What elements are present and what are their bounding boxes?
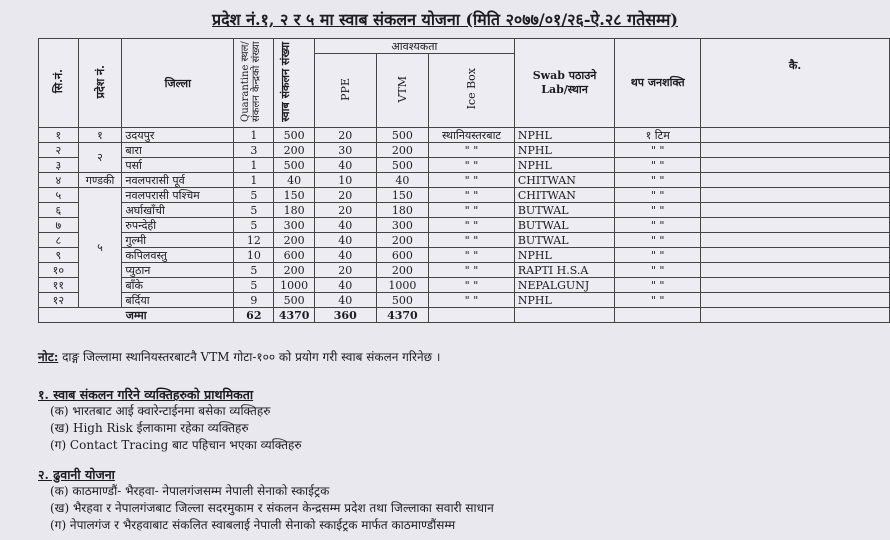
cell-vtm: 200 (376, 233, 429, 248)
cell-sn: २ (39, 143, 79, 158)
cell-sn: १ (39, 128, 79, 143)
cell-ppe: 20 (314, 128, 376, 143)
cell-manpower: १ टिम (615, 128, 701, 143)
cell-swab: 200 (274, 143, 315, 158)
cell-icebox: " " (429, 188, 515, 203)
list-item: (ग) Contact Tracing बाट पहिचान भएका व्यक्तिहरु (50, 438, 302, 452)
cell-icebox: " " (429, 173, 515, 188)
cell-remarks (701, 203, 890, 218)
cell-remarks (701, 263, 890, 278)
cell-manpower: " " (615, 293, 701, 308)
header-swab-count: स्वाब संकलन संख्या (274, 39, 315, 128)
list-item: (ख) High Risk ईलाकामा रहेका व्यक्तिहरु (50, 421, 249, 435)
cell-ppe: 30 (314, 143, 376, 158)
cell-ppe: 40 (314, 218, 376, 233)
cell-ppe: 40 (314, 233, 376, 248)
cell-lab: NPHL (514, 248, 614, 263)
total-quarantine: 62 (234, 308, 274, 323)
cell-district: प्युठान (122, 263, 234, 278)
cell-sn: ७ (39, 218, 79, 233)
cell-remarks (701, 248, 890, 263)
table-row (39, 173, 890, 188)
cell-remarks (701, 278, 890, 293)
table-row (39, 233, 890, 248)
table-row (39, 278, 890, 293)
table-row (39, 293, 890, 308)
total-icebox (429, 308, 515, 323)
cell-vtm: 600 (376, 248, 429, 263)
cell-ppe: 10 (314, 173, 376, 188)
cell-quarantine: 5 (234, 188, 274, 203)
cell-quarantine: 5 (234, 278, 274, 293)
cell-lab: CHITWAN (514, 173, 614, 188)
cell-remarks (701, 128, 890, 143)
cell-vtm: 180 (376, 203, 429, 218)
section-priority-title: १. स्वाब संकलन गरिने व्यक्तिहरुको प्राथमिकता (38, 387, 254, 402)
table-row (39, 158, 890, 173)
cell-vtm: 500 (376, 158, 429, 173)
cell-swab: 500 (274, 158, 315, 173)
cell-sn: ९ (39, 248, 79, 263)
cell-district: नवलपरासी पश्चिम (122, 188, 234, 203)
cell-quarantine: 5 (234, 218, 274, 233)
page-title: प्रदेश नं.१, २ र ५ मा स्वाब संकलन योजना (मिति २०७७/०१/२६-ऐ.२८ गतेसम्म) (212, 10, 678, 29)
cell-sn: ८ (39, 233, 79, 248)
cell-lab: CHITWAN (514, 188, 614, 203)
total-lab (514, 308, 614, 323)
table-row (39, 188, 890, 203)
cell-manpower: " " (615, 143, 701, 158)
cell-vtm: 200 (376, 263, 429, 278)
cell-icebox: " " (429, 263, 515, 278)
cell-swab: 40 (274, 173, 315, 188)
list-item: (ख) भैरहवा र नेपालगंजबाट जिल्ला सदरमुकाम र संकलन केन्द्रसम्म प्रदेश तथा जिल्लाका सवारी साधान (50, 501, 494, 515)
cell-remarks (701, 173, 890, 188)
header-vtm: VTM (376, 54, 429, 128)
cell-icebox: " " (429, 278, 515, 293)
header-sn: सि.नं. (39, 39, 79, 128)
cell-vtm: 500 (376, 128, 429, 143)
note: नोट: दाङ्ग जिल्लामा स्थानियस्तरबाटनै VTM गोटा-१०० को प्रयोग गरी स्वाब संकलन गरिनेछ । (38, 350, 441, 364)
cell-swab: 500 (274, 293, 315, 308)
total-row (39, 308, 890, 323)
cell-swab: 200 (274, 263, 315, 278)
cell-quarantine: 5 (234, 263, 274, 278)
cell-remarks (701, 143, 890, 158)
cell-lab: NPHL (514, 158, 614, 173)
cell-vtm: 500 (376, 293, 429, 308)
header-requirement: आवश्यकता (314, 39, 514, 54)
cell-remarks (701, 293, 890, 308)
total-label: जम्मा (39, 308, 234, 323)
header-manpower: थप जनशक्ति (615, 39, 701, 128)
cell-vtm: 150 (376, 188, 429, 203)
cell-icebox: " " (429, 233, 515, 248)
cell-lab: NPHL (514, 128, 614, 143)
cell-district: नवलपरासी पूर्व (122, 173, 234, 188)
cell-ppe: 40 (314, 158, 376, 173)
cell-ppe: 40 (314, 278, 376, 293)
total-swab: 4370 (274, 308, 315, 323)
section-priority (38, 386, 302, 454)
cell-province: ५ (78, 188, 122, 308)
cell-manpower: " " (615, 218, 701, 233)
cell-remarks (701, 218, 890, 233)
cell-district: बारा (122, 143, 234, 158)
table-row (39, 248, 890, 263)
cell-vtm: 200 (376, 143, 429, 158)
cell-lab: NPHL (514, 143, 614, 158)
cell-sn: ५ (39, 188, 79, 203)
cell-ppe: 40 (314, 248, 376, 263)
section-transport-title: २. ढुवानी योजना (38, 467, 115, 482)
total-ppe: 360 (314, 308, 376, 323)
header-province: प्रदेश नं. (78, 39, 122, 128)
cell-swab: 180 (274, 203, 315, 218)
cell-manpower: " " (615, 278, 701, 293)
header-ppe: PPE (314, 54, 376, 128)
cell-lab: BUTWAL (514, 233, 614, 248)
cell-lab: BUTWAL (514, 203, 614, 218)
cell-province: १ (78, 128, 122, 143)
cell-sn: ३ (39, 158, 79, 173)
cell-ppe: 20 (314, 263, 376, 278)
table-row (39, 128, 890, 143)
cell-remarks (701, 188, 890, 203)
cell-quarantine: 10 (234, 248, 274, 263)
cell-lab: NPHL (514, 293, 614, 308)
cell-quarantine: 1 (234, 128, 274, 143)
cell-icebox: " " (429, 143, 515, 158)
header-lab: Swab पठाउने Lab/स्थान (514, 39, 614, 128)
cell-ppe: 40 (314, 293, 376, 308)
table-row (39, 143, 890, 158)
cell-district: उदयपुर (122, 128, 234, 143)
cell-swab: 600 (274, 248, 315, 263)
cell-lab: NEPALGUNJ (514, 278, 614, 293)
cell-manpower: " " (615, 248, 701, 263)
cell-province: २ (78, 143, 122, 173)
table-row (39, 218, 890, 233)
cell-quarantine: 3 (234, 143, 274, 158)
total-remarks (701, 308, 890, 323)
total-manpower (615, 308, 701, 323)
swab-plan-table (38, 38, 890, 323)
cell-quarantine: 1 (234, 173, 274, 188)
cell-quarantine: 12 (234, 233, 274, 248)
cell-district: गुल्मी (122, 233, 234, 248)
cell-manpower: " " (615, 263, 701, 278)
cell-lab: BUTWAL (514, 218, 614, 233)
cell-district: अर्घाखाँची (122, 203, 234, 218)
cell-swab: 300 (274, 218, 315, 233)
section-transport (38, 466, 494, 534)
table-row (39, 263, 890, 278)
cell-sn: १२ (39, 293, 79, 308)
cell-lab: RAPTI H.S.A (514, 263, 614, 278)
cell-icebox: स्थानियस्तरबाट (429, 128, 515, 143)
header-remarks: कै. (701, 39, 890, 128)
cell-icebox: " " (429, 248, 515, 263)
cell-manpower: " " (615, 233, 701, 248)
cell-district: कपिलवस्तु (122, 248, 234, 263)
cell-manpower: " " (615, 158, 701, 173)
cell-icebox: " " (429, 293, 515, 308)
cell-icebox: " " (429, 158, 515, 173)
cell-quarantine: 5 (234, 203, 274, 218)
cell-manpower: " " (615, 173, 701, 188)
cell-icebox: " " (429, 203, 515, 218)
cell-district: पर्सा (122, 158, 234, 173)
cell-sn: ६ (39, 203, 79, 218)
cell-district: बर्दिया (122, 293, 234, 308)
header-district: जिल्ला (122, 39, 234, 128)
cell-manpower: " " (615, 188, 701, 203)
cell-remarks (701, 158, 890, 173)
total-vtm: 4370 (376, 308, 429, 323)
cell-district: रुपन्देही (122, 218, 234, 233)
cell-district: बाँके (122, 278, 234, 293)
header-icebox: Ice Box (429, 54, 515, 128)
cell-manpower: " " (615, 203, 701, 218)
list-item: (क) भारतबाट आई क्वारेन्टाईनमा बसेका व्यक्तिहरु (50, 404, 271, 418)
cell-province: गण्डकी (78, 173, 122, 188)
cell-vtm: 300 (376, 218, 429, 233)
cell-icebox: " " (429, 218, 515, 233)
cell-quarantine: 9 (234, 293, 274, 308)
cell-swab: 1000 (274, 278, 315, 293)
table-row (39, 203, 890, 218)
cell-remarks (701, 233, 890, 248)
list-item: (क) काठमाण्डौं- भैरहवा- नेपालगंजसम्म नेपाली सेनाको स्काईट्रक (50, 484, 330, 498)
header-quarantine: Quarantine स्थल/संकलन केन्द्रको संख्या (234, 39, 274, 128)
cell-quarantine: 1 (234, 158, 274, 173)
cell-sn: ११ (39, 278, 79, 293)
list-item: (ग) नेपालगंज र भैरहवाबाट संकलित स्वाबलाई नेपाली सेनाको स्काईट्रक मार्फत काठमाण्डौंसम्म (50, 518, 456, 532)
cell-sn: ४ (39, 173, 79, 188)
cell-sn: १० (39, 263, 79, 278)
cell-swab: 500 (274, 128, 315, 143)
cell-ppe: 20 (314, 203, 376, 218)
cell-vtm: 40 (376, 173, 429, 188)
cell-swab: 200 (274, 233, 315, 248)
cell-vtm: 1000 (376, 278, 429, 293)
cell-swab: 150 (274, 188, 315, 203)
cell-ppe: 20 (314, 188, 376, 203)
